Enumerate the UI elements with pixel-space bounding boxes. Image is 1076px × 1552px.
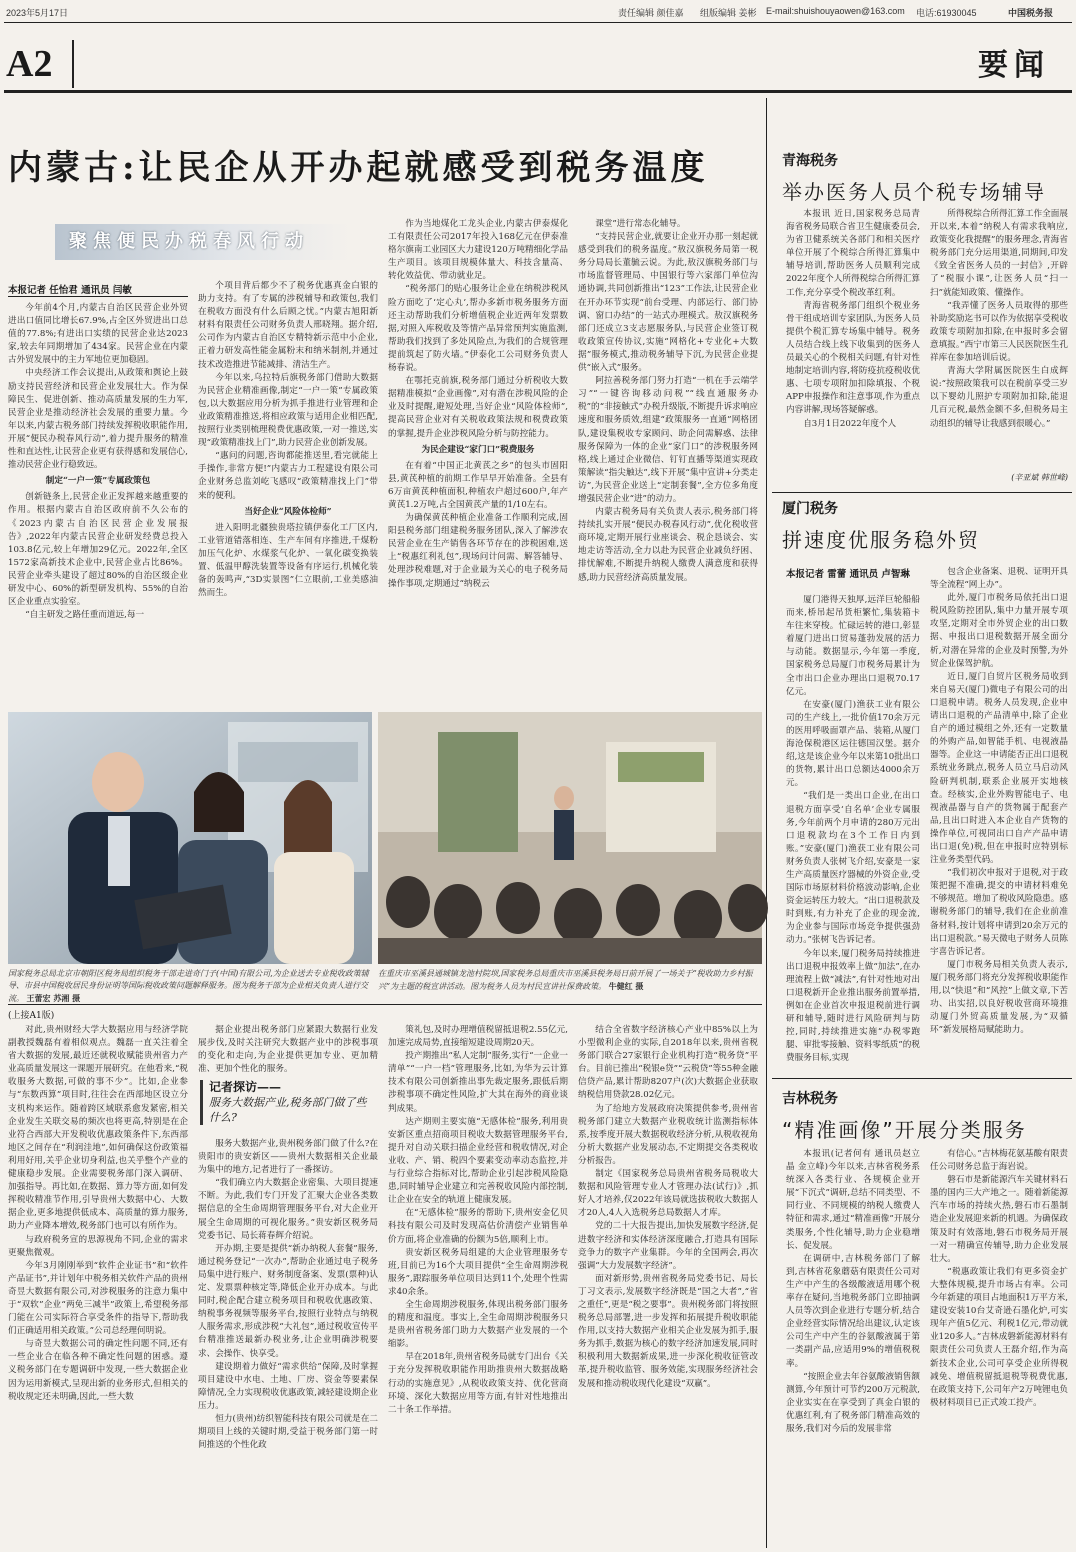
paragraph: 厦门市税务局相关负责人表示,厦门税务部门将充分发挥税收职能作用,以“快退”和“风控”上做文章,下苦功、出实招,以良好税收营商环境推动厦门外贸高质量发展,为“双循环”新发展格局赋能助力。	[930, 959, 1068, 1036]
paragraph: 服务大数据产业,贵州税务部门做了什么?在贵阳市的贵安新区——贵州大数据相关企业最为集中的地方,记者进行了一番探访。	[198, 1139, 378, 1176]
photo-beijing-tax-visit	[8, 712, 372, 964]
paragraph: 厦门港得天独厚,远洋巨轮船船而来,桥吊起吊货柜繁忙,集装箱卡车往来穿梭。忙碌运转的港口,彰显着厦门进出口贸易蓬勃发展的活力与动能。数据显示,今年第一季度,国家税务总局厦门市税务局累计为全市出口企业办理出口退税70.17亿元。	[786, 595, 920, 697]
sidebar-title: 拼速度优服务稳外贸	[782, 528, 980, 552]
paragraph: 建设期着力做好“需求供给”保障,及时掌握项目建设中水电、土地、厂房、资金等要素保障情况,全力实现税收优惠政策,减轻建设期企业压力。	[198, 1361, 378, 1411]
page-number: A2	[6, 43, 53, 85]
paragraph: 为了给地方发展政府决策提供参考,贵州省税务部门建立大数据产业税收统计监测指标体系,按季度开展大数据税收经济分析,从税收视角分析大数据产业发展动态,不定期提交各类税收分析报告。	[578, 1103, 758, 1166]
paragraph: 青海省税务部门组织个税业务骨干组成培训专家团队,为医务人员提供个税汇算专场集中辅导。税务人员结合线上线下收集到的医务人员最关心的个税相关问题,有针对性地制定培训内容,将防疫抗疫税收优惠、七项专项附加扣除填报、个税APP申报操作和注意事项,作为重点内容讲解,现场答疑解惑。	[786, 300, 920, 416]
continued-column-1	[8, 1024, 188, 1544]
newspaper-name: 中国税务报	[1008, 8, 1054, 18]
paragraph: “支持民营企业,就要让企业开办那一刻起就感受到我们的税务温度。”敖汉旗税务局第一税务分局局长董毓云说。为此,敖汉旗税务部门与市场监督管理局、中国银行等六家部门单位沟通协调,共同创新推出“123”工作法,让民营企业在开办环节实现“前台受理、内部运行、部门协调、窗口办结”的一站式办理模式。敖汉旗税务部门还成立3支志愿服务队,与民营企业签订税收政策宣传协议,实施“网格化+专业化+大数据”服务模式,推动税务辅导下沉,为民营企业提供“嵌入式”服务。	[578, 232, 758, 374]
issue-date: 2023年5月17日	[6, 8, 69, 18]
subheading: 当好企业“风险体检师”	[244, 506, 332, 517]
paragraph: 为确保黄芪种植企业准备工作顺利完成,固阳县税务部门组建税务服务团队,深入了解涉农民营企业在生产销售各环节存在的涉税困难,送上“税惠红利礼包”,现场问计问需、解答辅导、处理涉税难题,对于企业最为关心的电子税务局操作事项,定期通过“纳税云	[388, 513, 568, 589]
photo-chongqing-image	[378, 712, 762, 964]
paragraph: 内蒙古税务局有关负责人表示,税务部门将持续扎实开展“便民办税春风行动”,优化税收营商环境,定期开展行业座谈会、税企恳谈会、实地走访等活动,全力以赴为民营企业减负纾困、排忧解难,不断提升纳税人缴费人满意度和获得感,助力民营经济高质量发展。	[578, 507, 758, 583]
interview-box	[200, 1080, 376, 1125]
paragraph: 本报讯 近日,国家税务总局青海省税务局联合省卫生健康委员会,为省卫健系统关各部门和相关医疗单位开展了个税综合所得汇算集中辅导培训,帮助医务人员顺利完成2022年度个人所得税综合所得汇算工作,充分享受个税改革红利。	[786, 209, 920, 298]
designer-credit: 组版编辑 姜彬	[700, 8, 757, 18]
paragraph: “我们是一类出口企业,在出口退税方面享受‘自名单’企业专属服务,今年前两个月申请的280万元出口退税款均在3个工作日内到账。”安豪(厦门)渔获工业有限公司财务负责人张树飞介绍,安豪是一家生产高质量医疗器械的外资企业,受国际市场原材料价格波动影响,企业资金运转压力较大。“出口退税款及时到账,有力补充了企业的现金流,为企业参与国际市场竞争提供强劲动力。”张树飞告诉记者。	[786, 791, 920, 946]
paragraph: 对此,贵州财经大学大数据应用与经济学院副教授魏磊有着相似观点。魏磊一直关注着全省大数据的发展,最近还就税收赋能贵州省力产业高质量发展这一课题开展研究。在他看来,“税收服务大数据,可做的事不少”。比如,企业参与“东数西算”项目时,往往会在西部地区设立分支机构来运作。随着跨区域联系愈发紧密,相关企业发生关联交易的频次也将更高,特别是在企业符合西部大开发税收优惠政策条件下,东西部地区之间存在“利润洼地”,如何确保这份政策福利用好用,关乎企业切身利益,也关乎整个产业的健康稳步发展。企业需要税务部门深入调研、加强指导。再比如,在数据、算力等方面,如何发挥税收精准节作用,引导贵州大数据中心、大数据企业,更多地提供低成本、高质量的算力服务,助力产业降本增效,税务部门也可以有所作为。	[8, 1025, 188, 1232]
sidebar-jilin-heading	[782, 1088, 1067, 1143]
paragraph: 今年前4个月,内蒙古自治区民营企业外贸进出口值同比增长67.9%,占全区外贸进出口总值的77.8%;有进出口实绩的民营企业达2023家,较去年同期增加了434家。民营企业在内蒙古外贸发展中的主力军地位更加稳固。	[8, 303, 188, 366]
paragraph: 开办期,主要是提供“新办纳税人套餐”服务,通过税务登记“一次办”,帮助企业通过电子税务局集中进行账户、财务制度备案、发票(票种)认定、发票票种核定等,降低企业开办成本。与此同时,税企配合建立税务项目和税收优惠政策、纳税事务视频等服务平台,按照行业特点与纳税人服务需求,形成涉税“大礼包”,通过税收宣传平台精准推送最新办税业务,让企业明确涉税要求、会操作、快享受。	[198, 1243, 378, 1359]
lead-byline: 本报记者 任怡君 通讯员 闫敏	[8, 285, 132, 296]
paragraph: 制定《国家税务总局贵州省税务局税收大数据和风险管理专业人才管理办法(试行)》,抓好人才培养,仅2022年该局就选拔税收大数据人才20人,4人入选税务总局数据人才库。	[578, 1169, 758, 1219]
paragraph: 党的二十大报告提出,加快发展数字经济,促进数字经济和实体经济深度融合,打造具有国际竞争力的数字产业集群。今年的全国两会,再次强调“大力发展数字经济”。	[578, 1221, 758, 1271]
continued-column-3	[388, 1024, 568, 1544]
section-rule	[4, 90, 1072, 93]
paragraph: “我们初次申报对于退税,对于政策把握不准确,提交的申请材料难免不够规范。增加了税收风险隐患。感谢税务部门的辅导,我们在企业前准备材料,按计划将申请到20余万元的出口退税款。”易天微电子财务人员陈宇喜告诉记者。	[930, 868, 1068, 957]
section-title: 要闻	[978, 48, 1050, 83]
paragraph: 投产期推出“私人定制”服务,实行“一企业一清单”“一户一档”管理服务,比如,为华为云计算技术有限公司创新推出事先裁定服务,跟低后期涉税事项不确定性风险,扩大其在海外的商业谈判成果。	[388, 1051, 568, 1114]
continued-label: (上接A1版)	[8, 1011, 55, 1021]
interview-question: 服务大数据产业,税务部门做了些什么?	[209, 1096, 367, 1124]
qinghai-column-1	[786, 208, 920, 484]
paragraph: 青海大学附属医院医生白成辉说:“按照政策我可以在税前享受三岁以下婴幼儿照护专项附加扣除,能退几百元税,最然金额不多,但税务局主动组织的辅导让我感到很暖心。”	[930, 366, 1068, 429]
paragraph: 进入阳明北疆独贵塔拉镇伊泰化工厂区内,工业管道错落相连、生产车间有序推进,千煤粉加压气化炉、水煤浆气化炉、一氧化碳变换装置、低温甲醇洗装置等设备有序运行,机械化装备的轰鸣声,“3D实景图”仁立眼前,工业美感油然而生。	[198, 522, 378, 599]
photo-beijing-image	[8, 712, 372, 964]
sidebar-kicker: 青海税务	[782, 153, 838, 169]
paragraph: 策礼包,及时办理增值税留抵退税2.55亿元,加速完成局势,直接缩短建设周期20天。	[388, 1025, 568, 1049]
photo-credit: 王蕾宏 苏湘 摄	[26, 993, 81, 1003]
lead-headline: 内蒙古:让民企从开办起就感受到税务温度	[8, 148, 709, 188]
page-number-divider	[72, 40, 74, 88]
paragraph: 在安豪(厦门)渔获工业有限公司的生产线上,一批价值170余万元的医用呼吸面罩产品、装箱,从厦门海沧保税港区运往德国汉堡。据介绍,这是该企业今年以来第10批出口的货物,累计出口总额达4000余万元。	[786, 699, 920, 789]
paragraph: 在有着“中国正北黄芪之乡”的包头市固阳县,黄芪种植的前期工作早早开始准备。全县有6万亩黄芪种植面积,种植农户超过600户,年产黄芪1.2万吨,占全国黄芪产量的1/10左右。	[388, 460, 568, 510]
jilin-column-2	[930, 1148, 1068, 1544]
campaign-banner: 聚焦便民办税春风行动	[55, 224, 350, 260]
paragraph: 作为当地煤化工龙头企业,内蒙古伊泰煤化工有限责任公司2017年投入168亿元在伊泰准格尔旗南工业园区大力建设120万吨精细化学品生产项目。该项目规模体量大、科技含量高、转化效益优、带动就业足。	[388, 219, 568, 282]
photo-caption-2	[378, 968, 762, 993]
xiamen-column-2	[930, 566, 1068, 1072]
sidebar-kicker: 吉林税务	[782, 1091, 838, 1107]
continued-column-2-top	[198, 1024, 378, 1075]
paragraph: 中央经济工作会议提出,从政策和舆论上鼓励支持民营经济和民营企业发展壮大。作为保障民生、促进创新、推动高质量发展的生力军,民营企业是推动经济社会发展的重要力量。今年以来,内蒙古税务部门持续发挥税收职能作用,开展“便民办税春风行动”,着力提升服务的精准性和直达性,让民营企业更有获得感和发展信心,推动民营企业行稳致远。	[8, 368, 188, 471]
paragraph: 创新链条上,民营企业正发挥越来越重要的作用。根据内蒙古自治区政府前不久公布的《2023内蒙古自治区民营企业发展报告》,2022年内蒙古民营企业研发经费总投入103.8亿元,较上年增加29亿元。2022年,全区1572家高新技术企业中,民营企业占比86%。民营企业牵头建设了超过80%的自治区级企业研发中心、60%的新型研发机构、55%的自治区企业重点实验室。	[8, 492, 188, 608]
lead-column-4	[578, 218, 758, 704]
paragraph: 今年3月刚刚举到“软件企业证书”和“软件产品证书”,并计划年中税务相关软件产品的贵州奇昱大数据有限公司,对涉税服务的注意力集中于“双软”企业“两免三减半”政策上,希望税务部门能在公司实际符合享受条件的指导下,帮助我们正确适用相关政策。”公司总经理何明说。	[8, 1260, 188, 1337]
paragraph: “我们确立内大数据企业密集、大项目提速不断。为此,我们专门开发了汇聚大企业各类数据信息的全生命周期管理服务平台,对大企业开展全生命周期的可视化服务。”贵安新区税务局党委书记、局长蒋春辉介绍说。	[198, 1178, 378, 1241]
paragraph: 个项目背后都少不了税务优惠真金白银的助力支持。有了专属的涉税辅导和政策包,我们在税收方面没有什么后顾之忧。”内蒙古旭阳新材料有限责任公司财务负责人邢晓翔。据介绍,公司作为内蒙古自治区专精特新示范中小企业,正着力研发高性能金属粉末和纳米制剂,并通过技术改造推进节能减排、清洁生产。	[198, 281, 378, 370]
lead-column-3	[388, 218, 568, 704]
subheading: 制定“一户一策”专属政策包	[45, 476, 151, 487]
paragraph: 包含企业备案、退税、证明开具等全流程“网上办”。	[930, 567, 1068, 591]
email-contact[interactable]: E-mail:shuishouyaowen@163.com	[766, 6, 905, 16]
byline-rule	[8, 296, 188, 297]
paragraph: “惠问的问题,咨询都能推送里,看完就能上手操作,非常方便!”内蒙古力工程建设有限公司企业财务总监刘屹飞感叹“政策精准找上门”带来的便利。	[198, 451, 378, 501]
interview-kicker: 记者探访——	[209, 1080, 282, 1094]
continued-column-4	[578, 1024, 758, 1544]
caption-text: 国家税务总局北京市朝阳区税务局组织税务干部走进奇门子(中国)有限公司,为企业送去专业税收政策辅导、市县中国税收居民身份证明等国际税收政策问题解释服务。图为税务干部为企业相关负责人进行交流。	[8, 969, 369, 1003]
sidebar-title: “精准画像”开展分类服务	[782, 1118, 1027, 1142]
phone-contact: 电话:61930045	[916, 8, 977, 18]
lead-column-2	[198, 280, 378, 704]
sidebar-rule	[772, 492, 1072, 493]
subheading: 为民企建设“家门口”税费服务	[421, 444, 535, 455]
continued-column-2	[198, 1138, 378, 1544]
sidebar-qinghai-heading	[782, 150, 1067, 205]
qinghai-signature: (辛亚斌 韩世峰)	[1011, 473, 1068, 482]
paragraph: “我弄懂了医务人员取得的那些补助奖励迄书可以作为依据享受税收政策专项附加扣除,在申报时多会留意填报。”西宁市第三人民医院医生孔祥库在参加培训后说。	[930, 300, 1068, 364]
paragraph: 在“无感体检”服务的帮助下,贵州安金亿贝科技有限公司及时发现高估价清偿产业销售单价方面,将企业准确的份额为5倍,顺利上市。	[388, 1208, 568, 1245]
photo-chongqing-village-event	[378, 712, 762, 964]
photo-caption-1	[8, 968, 372, 1005]
paragraph: “税惠政策让我们有更多资金扩大整体规模,提升市场占有率。公司今年新建的项目占地面积1万平方米,建设安装10台艾奇逊石墨化炉,可实现年产值5亿元、利税1亿元,带动就业120多人。”吉林成磐新能源材料有限责任公司负责人王磊介绍,作为高新技术企业,公司可享受企业所得税减免、增值税留抵退税等税费优惠,在政策支持下,公司年产2万吨锂电负极材料项目已正式竣工投产。	[930, 1266, 1068, 1408]
continuation-rule	[8, 1004, 762, 1005]
paragraph: 今年以来,乌拉特后旗税务部门借助大数据为民营企业精准画像,制定“一户一策”专属政策包,以大数据应用分析为抓手推进行业管理和企业政策精准推送,将相应政策与适用企业相匹配,按照行业类别梳理税费优惠政策,一对一推送,实现“政策精准找上门”,助力民营企业创新发展。	[198, 372, 378, 449]
paragraph: 在鄂托克前旗,税务部门通过分析税收大数据精准模拟“企业画像”,对有潜在涉税风险的企业及时提醒,避短处理,当好企业“风险体检师”,提高民营企业对有关税收政策法规和税费政策的掌握,提升企业涉税风险分析与防控能力。	[388, 376, 568, 439]
paragraph: 此外,厦门市税务局依托出口退税风险防控团队,集中力量开展专项攻坚,定期对全市外贸企业的出口数据、申报出口退税数据开展全面分析,对潜在异常的企业及时预警,为外贸企业保驾护航。	[930, 593, 1068, 669]
paragraph: 自3月1日2022年度个人	[803, 418, 897, 429]
editor-credit: 责任编辑 颜佳嘉	[618, 8, 684, 18]
paragraph: 阿拉善税务部门努力打造“一机在手云端学习”“一键咨询移动问税”“线直通服务办税”的“非接触式”办税升级版,不断提升诉求响应速度和服务质效,组建“政策服务一直通”网格团队,建设集税收专家顾问、助企问需解惑、法律服务保障为一体的企业“家门口”的涉税服务网格,线上通过企业微信、钉钉直播等渠道实现政策解读“指尖触达”,线下开展“集中宣讲+分类走访”,为民营企业送上“定制套餐”,全方位多角度增强民营企业“进”的动力。	[578, 376, 758, 504]
sidebar-xiamen-heading	[782, 498, 1067, 553]
masthead-bar	[0, 0, 1076, 22]
paragraph: “按照企业去年谷氨酸液销售额测算,今年预计可节约200万元税款,企业实实在在享受到了真金白银的优惠红利,有了税务部门精准高效的服务,我们对今后的发展非常	[786, 1371, 920, 1434]
paragraph: 本报讯(记者何有 通讯员赵立晶 金立峰)今年以来,吉林省税务系统深入各类行业、各规模企业开展“下沉式”调研,总结不同类型、不同行业、不同规模的纳税人缴费人特征和需求,通过“精准画像”开展分类服务,个性化辅导,助力企业稳增长、促发展。	[786, 1149, 920, 1251]
sidebar-title: 举办医务人员个税专场辅导	[782, 180, 1046, 204]
xiamen-column-1	[786, 594, 920, 1072]
paragraph: 恒力(贵州)纺织智能科技有限公司就是在二期项目上线的关键时期,受益于税务部门第一时间推送的个性化政	[198, 1413, 378, 1451]
sidebar-kicker: 厦门税务	[782, 501, 838, 517]
paragraph: 达产期则主要实施“无感体检”服务,利用贵安新区重点招商项目税收大数据管理服务平台,提升对自动关联扫描企业经营和税收情况,对企业收、产、销、税四个要素变动率动态监控,并与行业综合指标对比,帮助企业引起涉税风险隐患,同时辅导企业建立和完善税收风险内部控制,让企业在安全的轨道上健康发展。	[388, 1116, 568, 1206]
paragraph: 结合全省数字经济核心产业中85%以上为小型微利企业的实际,自2018年以来,贵州省税务部门联合27家银行企业机构打造“税务贷”平台。目前已推出“税银e贷”“云税贷”等55种金融信贷产品,累计帮助8207户(次)大数据企业获取纳税信用贷款28.02亿元。	[578, 1025, 758, 1101]
paragraph: 今年以来,厦门税务局持续推进出口退税申报效率上做“加法”,在办理流程上做“减法”,有针对性地对出口退税新开企业推出服务前置举措,例如在企业首次申报退税前进行调研和辅导,随时进行风险研判与防控,同时,持续推进实施“办税零跑腿、审批零接触、资料零纸质”的税费服务目标,实现	[786, 948, 920, 1064]
paragraph: 近日,厦门自贸片区税务局收到来自易天(厦门)微电子有限公司的出口退税申请。税务人员发现,企业申请出口退税的产品清单中,除了企业自产的通过模组之外,还有一定数量的外购产品,如智能手机、电视液晶器等。企业这一申请能否正出口退税系统业务跳点,税务人员立马启动风险研判机制,联系企业展开实地核查。经核实,企业外购智能电子、电视液晶器与自产的货物属于配套产品,且出口时进入本企业自产货物的操作单位,可视同出口自产产品申请出口退(免)税,但在申报时应特别标注业务类型代码。	[930, 671, 1068, 866]
paragraph: 与奇昱大数据公司的确定性问题不同,还有一些企业合在临各种不确定性问题的困惑。遵义税务部门在专题调研中发现,一些大数据企业因为运用新模式,呈现出新的业务形式,但相关的税收规定还未明确,因此,一些大数	[8, 1339, 188, 1402]
paragraph: 与政府税务宣的思源视角不同,企业的需求更聚焦微观。	[8, 1234, 188, 1258]
paragraph: “自主研发之路任重而道远,每一	[25, 610, 145, 621]
photo-credit: 牛健红 摄	[608, 981, 644, 991]
xiamen-byline: 本报记者 雷蕾 通讯员 卢智琳	[786, 569, 910, 580]
paragraph: 早在2018年,贵州省税务局就专门出台《关于充分发挥税收职能作用助推贵州大数据战略行动的实施意见》,从税收政策支持、优化营商环境、深化大数据应用等方面,有针对性地推出二十条工作举措。	[388, 1352, 568, 1415]
caption-text: 在重庆市巫溪县通城镇龙池村院坝,国家税务总局重庆市巫溪县税务局日前开展了一场关于“税收助力乡村振兴”为主题的税宣讲活动。图为税务人员为村民宣讲社保费政策。	[378, 969, 753, 991]
qinghai-column-2	[930, 208, 1068, 470]
paragraph: 全生命周期涉税服务,体现出税务部门服务的精度和温度。事实上,全生命周期涉税服务只是贵州省税务部门助力大数据产业发展的一个缩影。	[388, 1299, 568, 1350]
sidebar-rule	[772, 1078, 1072, 1079]
jilin-column-1	[786, 1148, 920, 1544]
paragraph: 面对新形势,贵州省税务局党委书记、局长丁习文表示,发展数字经济既是“国之大者”,“省之重任”,更是“税之要事”。贵州税务部门将按照税务总局部署,进一步发挥和拓展提升税收职能作用,以支持大数据产业相关企业发展为抓手,服务为抓手,数据为核心的数字经济加速发展,同时积极利用大数据新成果,进一步深化税收征管改革,提升税收监管、服务效能,实现服务经济社会发展和推动税收现代化建设“双赢”。	[578, 1273, 758, 1389]
paragraph: 据企业提出税务部门应紧跟大数据行业发展步伐,及时关注研究大数据产业中的涉税事项的变化和走向,为企业提供更加专业、更加精准、更加个性化的服务。	[198, 1025, 378, 1075]
header-rule	[4, 22, 1072, 23]
lead-column-1	[8, 302, 188, 704]
paragraph: 磐石市是新能源汽车关键材料石墨的国内三大产地之一。随着新能源汽车市场的持续火热,磐石市石墨制造企业发展迎来新的机遇。为确保政策及时有效落地,磐石市税务局开展一对一精确宣传辅导,助力企业发展壮大。	[930, 1175, 1068, 1264]
paragraph: 在调研中,吉林税务部门了解到,吉林省花象蘑菇有限责任公司对生产中产生的各级酸液适用哪个税率存在疑问,当地税务部门立即抽调人员等次到企业进行专题分析,结合企业经营实际情况给出建议,认定该公司生产中产生的谷氨酸液属于第一类副产品,应适用9%的增值税税率。	[786, 1253, 920, 1369]
paragraph: 有信心。”吉林梅花氨基酸有限责任公司财务总监于海岩说。	[930, 1149, 1068, 1173]
paragraph: “税务部门的贴心服务让企业在纳税涉税风险方面吃了‘定心丸’,帮办多新市税务服务方面还主动帮助我们分析增值税企业近两年发票数据,对照入库税收及等情产品异常预判实施监测,帮助我们找到了多处风险点,为我们的合规管理提前筑起了防火墙。”伊泰化工公司财务负责人杨春说。	[388, 284, 568, 374]
paragraph: 所得税综合所得汇算工作全面展开以来,本着“纳税人有需求我响应,政策变化我提醒”的服务理念,青海省税务部门充分运用渠道,同期间,印发《致全省医务人员的一封信》,开辟了“税服小课”,让医务人员“扫一扫”就能知政策、懂操作。	[930, 209, 1068, 298]
paragraph: 贵安新区税务局组建的大企业管理服务专班,目前已为16个大项目提供“全生命周期涉税服务”,跟踪服务单位项目达到11个,处理个性需求40余条。	[388, 1247, 568, 1297]
sidebar-divider	[766, 98, 767, 1548]
paragraph: 课堂”进行常态化辅导。	[595, 219, 686, 229]
